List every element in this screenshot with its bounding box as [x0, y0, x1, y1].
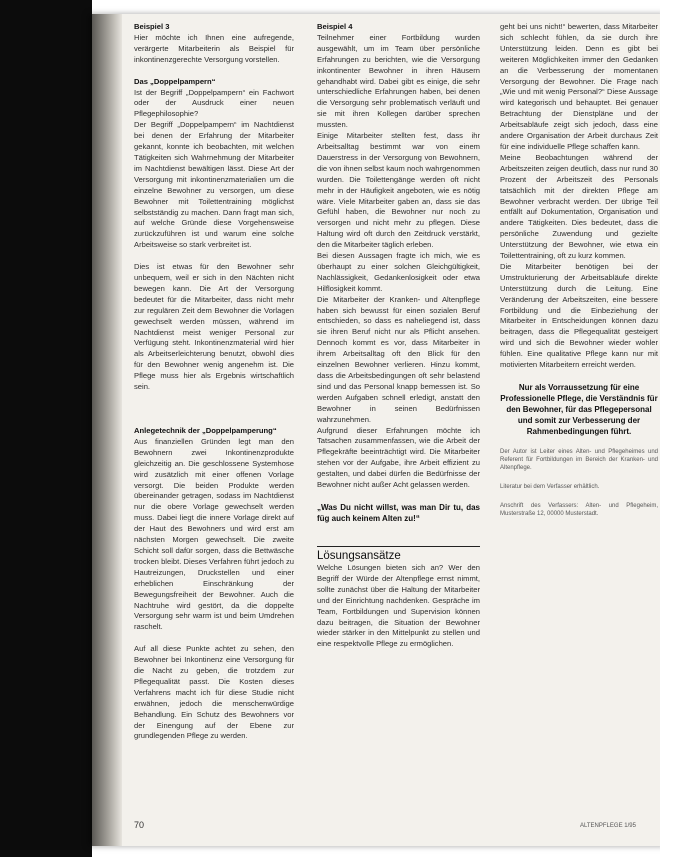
- scan-margin: [660, 0, 684, 857]
- scan-background: [0, 0, 92, 857]
- section-doppelpampern-text: Der Begriff „Doppelpampern“ im Nachtdienst bei denen der Erfahrung der Mitarbeiter gekannt, konnte ich beobachten, mit welchen Tätigkeiten sich Wahrnehmung der Mitarbeiter im Nachtdienst bewältigen lässt. Diese Art der Versorgung mit inkontinenzmaterialien um die einzelne Bewohner zu versorgen, um diese Bewohner mit Toilettentraining möglichst selbstständig zu machen. Dann fragt man sich, auf welche Gründe diese Vorgehensweise zurückzuführen ist und warum eine solche Arbeitsweise so stark verbreitet ist.: [134, 120, 294, 250]
- column-middle: [317, 22, 480, 822]
- section-anlegetechnik-text: Aus finanziellen Gründen legt man den Bewohnern zwei Inkontinenzprodukte gleichzeitig an. Die geschlossene Systemhose wird zusätzlich mit einer offenen Vorlage versorgt. Die beiden Produkte werden übereinander getragen, sodass im Nachtdienst nur die obere Vorlage gewechselt werden muss. Dabei liegt die innere Vorlage direkt auf der Haut des Bewohners und wird erst am nächsten Morgen gewechselt. Die zweite Schicht soll dafür sorgen, dass die Bettwäsche trocken bleibt. Dieses Verfahren führt jedoch zu Hautreizungen, Druckstellen und einer erheblichen Einschränkung der Bewegungsfreiheit der Bewohner. Auch die Nachtruhe wird gestört, da die doppelte Versorgung sehr warm ist und beim Umdrehen raschelt.: [134, 436, 294, 632]
- pull-quote: „Was Du nicht willst, was man Dir tu, das füg auch keinem Alten zu!“: [317, 502, 480, 523]
- column-right: [500, 22, 658, 822]
- page-number: 70: [134, 820, 145, 830]
- section-doppelpampern-text-2: Dies ist etwas für den Bewohner sehr unbequem, weil er sich in den Nächten nicht bewegen kann. Die Art der Versorgung bedeutet für die Mitarbeiter, dass nicht mehr zur regulären Zeit dem Bewohner die Vorlagen gewechselt werden müssen, während im Nachtdienst meist weniger Personal zur Verfügung steht. Inkontinenzmaterial wird hier als Arbeitserleichterung benutzt, obwohl dies für den Bewohner wenig angenehm ist. Die Pflege muss hier als Ergebnis wirtschaftlich sein.: [134, 262, 294, 392]
- example-4-text-4: Die Mitarbeiter der Kranken- und Altenpflege haben sich bewusst für einen sozialen Beruf entschieden, so dass es naheliegend ist, dass sie ihren Beruf nicht nur als Pflicht ansehen. Dennoch kommt es vor, dass Mitarbeiter in ihrem Arbeitsalltag oft den Blick für den einzelnen Bewohner verlieren. Hinzu kommt, dass die Arbeitsbedingungen oft sehr belastend sind und das Personal knapp bemessen ist. So werden Aufgaben schnell erledigt, anstatt den Bewohner in seinen Bedürfnissen wahrzunehmen.: [317, 294, 480, 424]
- example-4-text-3: Bei diesen Aussagen fragte ich mich, wie es überhaupt zu einer solchen Gleichgültigkeit, Nachlässigkeit, Gedankenlosigkeit oder etwa Hilflosigkeit kommt.: [317, 251, 480, 293]
- column-left: [134, 22, 294, 822]
- example-4-heading: Beispiel 4: [317, 22, 353, 31]
- column-3-text-1: geht bei uns nicht!“ bewerten, dass Mitarbeiter sich schlecht fühlen, da sie durch ihre Unterstützung leiden. Denn es gibt bei weiteren Möglichkeiten immer den Gedanken an die Verbesserung der momentanen Versorgung der Bewohner. Die Frage nach „Wie und mit wenig Personal?“ Diese Aussage wird kategorisch und behauptet. Bei genauer Betrachtung der Dienstpläne und der Arbeitsabläufe zeigt sich jedoch, dass eine andere Organisation der Arbeit durchaus Zeit für eine individuelle Pflege schaffen kann.: [500, 22, 658, 151]
- page-binding-shadow: [92, 14, 122, 846]
- section-loesungsansaetze-heading: Lösungsansätze: [317, 546, 480, 563]
- example-4-text-5: Aufgrund dieser Erfahrungen möchte ich Tatsachen zusammenfassen, wie die Arbeit der Pflegekräfte beeinträchtigt wird. Die Mitarbeiter stehen vor der Aufgabe, ihre Arbeit effizient zu gestalten, und dabei dürfen die Bedürfnisse der Bewohner nicht außer Acht gelassen werden.: [317, 425, 480, 490]
- example-3-text: Hier möchte ich Ihnen eine aufregende, verärgerte Mitarbeiterin als Beispiel für inkontinenzgerechte Versorgung vorstellen.: [134, 32, 294, 64]
- example-4-text-2: Einige Mitarbeiter stellten fest, dass ihr Arbeitsalltag bestimmt war von einem Dauerstress in der Versorgung von Bewohnern, die von ihnen selbst kaum noch wahrgenommen wurden. Die Toilettengänge werden oft nicht mehr in der Häufigkeit angeboten, wie es nötig wäre. Viele Mitarbeiter gaben an, dass sie das Gefühl haben, die Bewohner nur noch zu versorgen und nicht mehr zu pflegen. Diese Haltung wird oft durch den Zeitdruck verstärkt, den die Mitarbeiter täglich erleben.: [317, 131, 480, 250]
- example-3-heading: Beispiel 3: [134, 22, 170, 31]
- author-address: Anschrift des Verfassers: Alten- und Pflegeheim, Musterstraße 12, 00000 Musterstadt.: [500, 503, 658, 517]
- section-anlegetechnik-heading: Anlegetechnik der „Doppelpamperung“: [134, 426, 277, 435]
- column-3-text-3: Die Mitarbeiter benötigen bei der Umstrukturierung der Arbeitsabläufe direkte Unterstützung durch die Leitung. Eine Veränderung der Arbeitszeiten, eine bessere Fortbildung und die Einbeziehung der Mitarbeiter in Entscheidungen können dazu beitragen, dass die Pflegequalität gesteigert wird und sich die Bewohner wieder wohler fühlen. Eine qualitative Pflege kann nur mit motivierten Mitarbeitern erreicht werden.: [500, 261, 658, 370]
- section-loesungsansaetze-text: Welche Lösungen bieten sich an? Wer den Begriff der Würde der Altenpflege ernst nimmt, sollte zunächst über die Haltung der Mitarbeiter und der Einrichtung nachdenken. Gespräche im Team, Fortbildungen und Supervision können dazu beitragen, die Situation der Bewohner wieder stärker in den Mittelpunkt zu stellen und eine respektvolle Pflege zu ermöglichen.: [317, 562, 480, 649]
- journal-footer: ALTENPFLEGE 1/95: [580, 823, 636, 829]
- example-4-text: Teilnehmer einer Fortbildung wurden ausgewählt, um im Team über persönliche Erfahrungen zu berichten, wie die Versorgung inkontinenter Bewohner in ihren Häusern gehandhabt wird. Dabei gibt es einige, die sehr unterschiedliche Erfahrungen haben, bei denen die Versorgung sehr problematisch verläuft und sie mit ihren Kollegen darüber sprechen mussten.: [317, 32, 480, 130]
- column-3-text-2: Meine Beobachtungen während der Arbeitszeiten zeigen deutlich, dass nur rund 30 Prozent der Arbeitszeit des Personals tatsächlich mit der direkten Pflege am Bewohner verbracht werden. Der übrige Teil entfällt auf Dokumentation, Organisation und andere Tätigkeiten. Dies bedeutet, dass die persönliche Zuwendung und gezielte Unterstützung der Bewohner, wie etwa ein Toilettentraining, oft zu kurz kommen.: [500, 152, 658, 261]
- closing-statement: Nur als Vorraussetzung für eine Professionelle Pflege, die Verständnis für den Bewohner, für das Pflegepersonal und somit zur Verbesserung der Rahmenbedingungen führt.: [500, 383, 658, 436]
- section-doppelpampern-heading: Das „Doppelpampern“: [134, 76, 216, 86]
- section-doppelpampern-lead: Ist der Begriff „Doppelpampern“ ein Fachwort oder der Ausdruck einer neuen Pflegephilosophie?: [134, 87, 294, 119]
- literature-note: Literatur bei dem Verfasser erhältlich.: [500, 484, 600, 490]
- section-anlegetechnik-text-2: Auf all diese Punkte achtet zu sehen, den Bewohner bei Inkontinenz eine Versorgung für die Nacht zu geben, die trotzdem zur Pflegequalität passt. Die Kosten dieses Verfahrens macht ich für diese Studie nicht erwähnen, jedoch die menschenwürdige Behandlung. Ein Schutz des Bewohners vor der Einengung auf der Ebene zur grundlegenden Pflege zu werden.: [134, 644, 294, 741]
- author-note: Der Autor ist Leiter eines Alten- und Pflegeheimes und Referent für Fortbildungen im Bereich der Kranken- und Altenpflege.: [500, 449, 658, 471]
